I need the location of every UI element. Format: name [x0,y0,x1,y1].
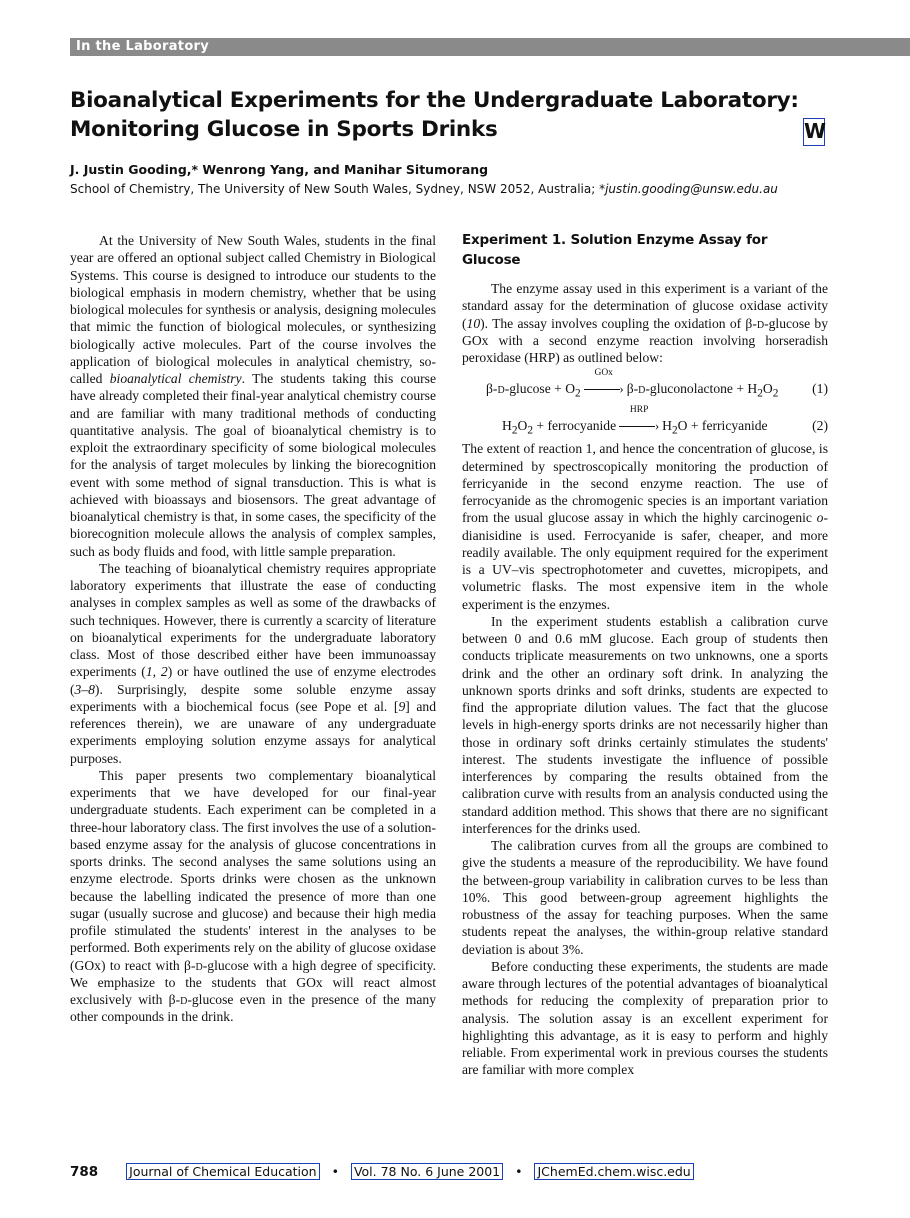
subscript: 2 [527,424,533,437]
reaction-arrow [584,368,624,397]
web-supplement-badge[interactable]: W [803,118,825,146]
equation-1-number: (1) [812,381,828,397]
teaching-paragraph [70,560,436,767]
reaction-arrow [619,405,660,434]
text-run: ). Surprisingly, despite some soluble enzyme assay experiments with a biochemical focus (see Pope et al. [ [70,681,436,714]
affiliation-text: School of Chemistry, The University of New South Wales, Sydney, NSW 2052, Australia; [70,182,600,196]
eq-text: β- [486,381,498,397]
subscript: 2 [757,387,763,400]
eq-text: H [502,418,512,434]
reference: 3–8 [74,681,95,697]
reference: 10 [466,315,481,331]
bullet-separator: • [331,1164,339,1179]
intro-paragraph [70,232,436,560]
arrow-label: GOx [594,368,613,379]
subscript: 2 [575,387,581,400]
small-caps: d [497,381,505,397]
text-run: This paper presents two complementary bioanalytical experiments that we have developed for our final-year undergraduate students. Each experiment can be completed in a three-hour laboratory class. The first involves the use of a solution-based enzyme assay for the analysis of glucose concentrations in sports drinks. The second analyses the same solutions using an enzyme electrode. Sports drinks were chosen as the unknown because the labelling indicated the presence of more than one sugar (usually sucrose and glucose) and because their high media profile stimulated the students' interest in the analyses to be performed. Both experiments rely on the ability of glucose oxidase (GOx) to react with β- [70,767,436,973]
text-run: . The students taking this course have already completed their final-year analytical chemistry course and are familiar with many traditional methods of conducting quantitative analysis. The goal of bioanalytical chemistry is to exploit the extraordinary specificity of some biological molecules for the analysis of target molecules by linking the biorecognition event with some method of signal transduction. This is what is achieved with bioassays and biosensors. The great advantage of bioanalytical chemistry is that, in some cases, the specificity of the biorecognition molecule allows the analysis of complex samples, such as body fluids and food, with little sample preparation. [70,371,437,559]
volume-link[interactable]: Vol. 78 No. 6 June 2001 [351,1163,503,1180]
section-label: In the Laboratory [76,39,210,54]
text-run: -glucose by GOx with a second enzyme reaction involving horseradish peroxidase (HRP) as outlined below: [462,315,829,365]
reference: 9 [398,698,406,714]
subscript: 2 [511,424,518,437]
eq-text: O + ferricyanide [677,418,768,434]
title-line-2: Monitoring Glucose in Sports Drinks [70,117,498,142]
bullet-separator: • [515,1164,523,1179]
text-run: ] and references therein), we are unaware of any undergraduate experiments employing solution enzyme assays for analytical purposes. [70,698,436,766]
italic-term: bioanalytical chemistry [109,371,242,386]
calibration-paragraph: In the experiment students establish a calibration curve between 0 and 0.6 mM glucose. Each group of students then conducts triplicate measurements on two unknowns, one a sports drink and the other an ordinary soft drink. In analyzing the unknown sports drinks and soft drinks, students are expected to find the appropriate dilution values. The fact that the glucose levels in high-energy sports drinks are not necessarily higher than those in ordinary soft drinks certainly stimulates the students' interest. The students investigate the influence of possible interferences by comparing the results obtained from the calibration curve with results from an analysis conducted using the standard addition method. This shows that there are no significant interferences for the drinks used. [462,613,828,836]
small-caps: d [180,992,188,1007]
equation-1-body [486,368,779,403]
equation-2-number: (2) [812,418,828,434]
equation-2 [462,403,828,440]
author-email: *justin.gooding@unsw.edu.au [599,182,778,196]
italic-term: o [816,510,824,526]
text-run: -dianisidine is used. Ferrocyanide is safer, cheaper, and more readily available. The only equipment required for the experiment is a UV–vis spectrophotometer and cuvettes, micropipets, and volumetric flasks. The most expensive item in the whole experiment is the enzymes. [462,510,828,612]
arrow-head: › [584,382,624,395]
detection-paragraph [462,440,828,613]
text-run: At the University of New South Wales, students in the final year are offered an optional subject called Chemistry in Biological Systems. This course is designed to introduce our students to the biological emphasis in modern chemistry, whether that be using biological molecules for synthesis or analysis, designing molecules that mimic the function of biological molecules, or synthesizing biologically active molecules. Part of the course involves the application of biological molecules in analytical chemistry, so-called [70,233,436,386]
arrow-label: HRP [629,405,649,416]
small-caps: d [195,957,203,973]
text-run: The teaching of bioanalytical chemistry requires appropriate laboratory experiments that illustrate the ease of conducting analyses in complex samples as well as some of the drawbacks of such techniques. However, there is currently a scarcity of literature on bioanalytical experiments for the undergraduate laboratory class. Most of those described either have been immunoassay experiments ( [70,560,436,680]
authors: J. Justin Gooding,* Wenrong Yang, and Manihar Situmorang [70,162,489,177]
eq-text: + ferrocyanide [533,418,617,434]
equation-2-body [502,405,768,440]
page-number: 788 [70,1164,99,1180]
title-line-1: Bioanalytical Experiments for the Undergraduate Laboratory: [70,88,799,113]
eq-text: β- [626,381,639,397]
right-column [462,230,828,1079]
reproducibility-paragraph: The calibration curves from all the groups are combined to give the students a measure of the reproducibility. We have found the between-group variability in calibration curves to be less than 10%. This good between-group agreement highlights the robustness of the assay for teaching purposes. When the same students repeat the analyses, the within-group relative standard deviation is about 3%. [462,838,828,957]
small-caps: d [756,315,765,331]
subscript: 2 [671,424,678,437]
page-footer [70,1164,694,1180]
text-run: -glucose with a high degree of specificity. We emphasize to the students that GOx will react almost exclusively with β- [70,957,436,1007]
eq-text: -gluconolactone + H [645,381,758,397]
affiliation [70,181,778,197]
article-title [70,86,830,144]
eq-text: H [662,418,672,434]
text-run: -glucose even in the presence of the many other compounds in the drink. [70,992,437,1025]
subscript: 2 [772,387,779,400]
small-caps: d [638,381,646,397]
equation-1 [462,366,828,403]
website-link[interactable]: JChemEd.chem.wisc.edu [534,1163,693,1180]
eq-text: O [517,418,528,434]
overview-paragraph [70,767,436,1026]
left-column [70,232,436,1026]
section-banner [70,38,910,56]
eq-text: -glucose + O [504,381,576,397]
journal-link[interactable]: Journal of Chemical Education [126,1163,319,1180]
text-run: ). The assay involves coupling the oxidation of β- [480,315,757,331]
arrow-head: › [619,419,659,432]
text-run: The extent of reaction 1, and hence the concentration of glucose, is determined by spectroscopically monitoring the production of ferricyanide in the second enzyme reaction. The use of ferrocyanide as the chromogenic species is an important variation from the usual glucose assay in which the highly carcinogenic [462,441,828,526]
text-run: ) or have outlined the use of enzyme electrodes ( [70,664,437,697]
reference: 1, 2 [145,664,168,680]
text-run: The enzyme assay used in this experiment is a variant of the standard assay for the determination of glucose oxidase activity ( [462,281,828,331]
section-heading: Experiment 1. Solution Enzyme Assay for Glucose [462,232,768,268]
context-paragraph: Before conducting these experiments, the students are made aware through lectures of the potential advantages of bioanalytical methods for reducing the complexity of preparation prior to analysis. The solution assay is an excellent experiment for highlighting this advantage, as it is easy to perform and highly reliable. From experimental work in previous courses the students are familiar with more complex [462,958,828,1078]
assay-paragraph [462,280,828,366]
eq-text: O [762,381,773,397]
